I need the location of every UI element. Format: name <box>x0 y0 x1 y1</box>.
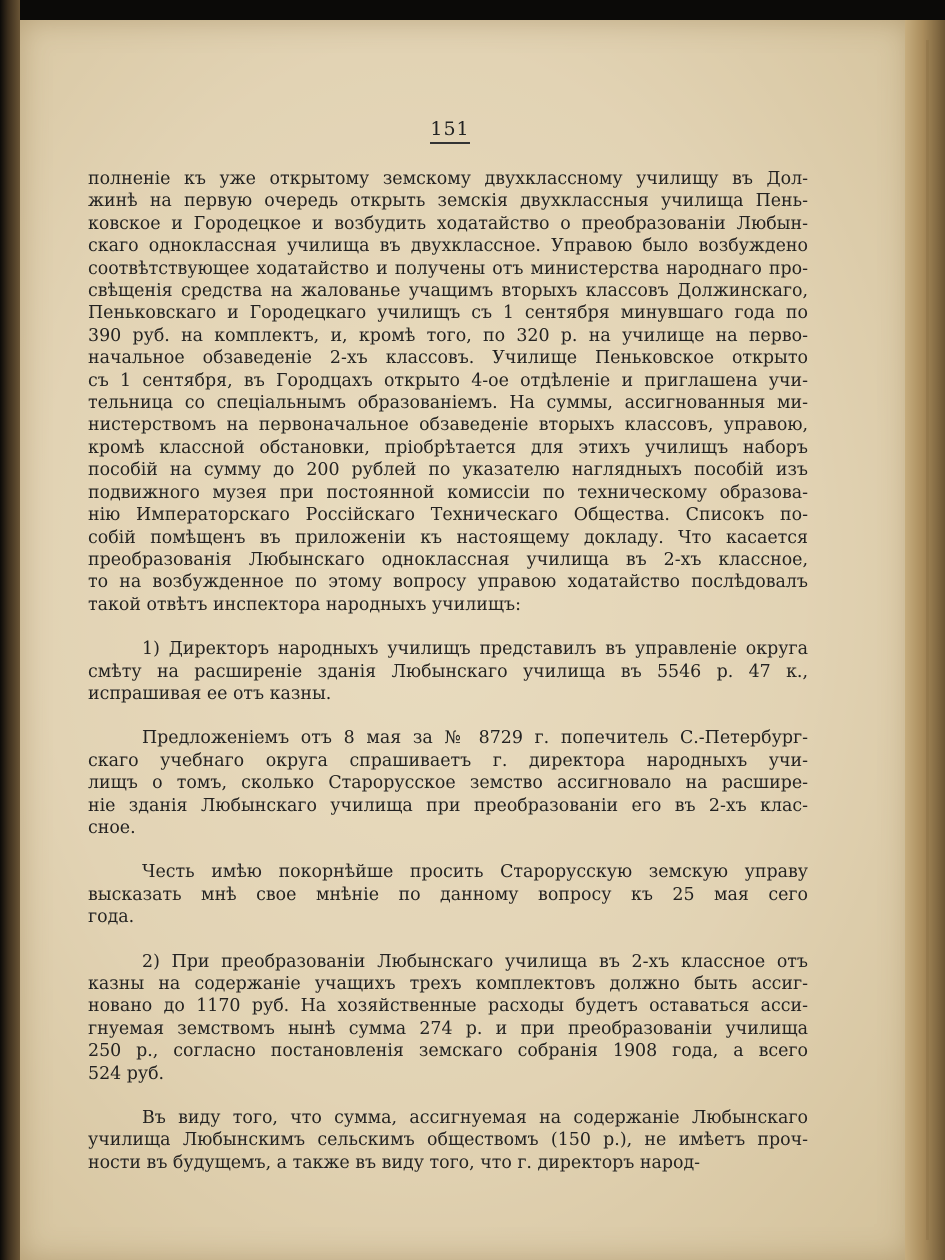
text-line: тельница со спеціальнымъ образованіемъ. На суммы, ассигнованныя ми- <box>88 393 808 414</box>
text-line: подвижного музея при постоянной комиссіи по техническому образова- <box>88 482 808 503</box>
text-line: скаго учебнаго округа спрашиваетъ г. директора народныхъ учи- <box>88 750 808 771</box>
text-line: гнуемая земствомъ нынѣ сумма 274 р. и при преобразованіи училища <box>88 1018 808 1039</box>
text-line: сное. <box>88 817 136 838</box>
text-line: свѣщенія средства на жалованье учащимъ вторыхъ классовъ Должинскаго, <box>88 281 808 302</box>
paragraph <box>88 727 808 839</box>
text-line: ковское и Городецкое и возбудить ходатайство о преобразованіи Любын- <box>88 213 808 234</box>
text-line: скаго одноклассная училища въ двухклассное. Управою было возбуждено <box>88 236 808 257</box>
text-line: пособій на сумму до 200 рублей по указателю наглядныхъ пособій изъ <box>88 460 808 481</box>
text-line: жинѣ на первую очередь открыть земскія двухклассныя училища Пень- <box>88 191 808 212</box>
text-line: 390 руб. на комплектъ, и, кромѣ того, по 320 р. на училище на перво- <box>88 325 808 346</box>
paragraph <box>88 861 808 928</box>
text-line: Предложеніемъ отъ 8 мая за № 8729 г. попечитель С.-Петербург- <box>142 728 808 749</box>
body-text <box>88 168 808 1174</box>
text-line: испрашивая ее отъ казны. <box>88 683 332 704</box>
text-line: 2) При преобразованіи Любынскаго училища въ 2-хъ классное отъ <box>142 951 808 972</box>
paragraph <box>88 168 808 616</box>
text-line: Въ виду того, что сумма, ассигнуемая на содержаніе Любынскаго <box>142 1108 808 1129</box>
page-edge <box>905 20 945 1260</box>
text-line: кромѣ классной обстановки, пріобрѣтается для этихъ училищъ наборъ <box>88 437 808 458</box>
text-line: такой отвѣтъ инспектора народныхъ училищъ: <box>88 594 521 615</box>
text-line: ніе зданія Любынскаго училища при преобразованіи его въ 2-хъ клас- <box>88 795 808 816</box>
text-line: высказать мнѣ свое мнѣніе по данному вопросу къ 25 мая сего <box>88 884 808 905</box>
text-line: соотвѣтствующее ходатайство и получены отъ министерства народнаго про- <box>88 258 808 279</box>
text-line: Пеньковскаго и Городецкаго училищъ съ 1 сентября минувшаго года по <box>88 303 808 324</box>
book-spine <box>0 0 20 1260</box>
text-line: новано до 1170 руб. На хозяйственные расходы будетъ оставаться асси- <box>88 996 808 1017</box>
text-line: полненіе къ уже открытому земскому двухклассному училищу въ Дол- <box>88 169 808 189</box>
text-line: 1) Директоръ народныхъ училищъ представилъ въ управленіе округа <box>142 639 808 660</box>
text-line: года. <box>88 907 135 928</box>
paragraph <box>88 951 808 1085</box>
text-line: начальное обзаведеніе 2-хъ классовъ. Училище Пеньковское открыто <box>88 348 808 369</box>
text-line: Честь имѣю покорнѣйше просить Старорусскую земскую управу <box>142 862 808 883</box>
text-line: 250 р., согласно постановленія земскаго собранія 1908 года, а всего <box>88 1041 808 1062</box>
text-line: съ 1 сентября, въ Городцахъ открыто 4-ое отдѣленіе и приглашена учи- <box>88 370 808 391</box>
page-edge-line <box>926 40 929 1240</box>
text-line: училища Любынскимъ сельскимъ обществомъ (150 р.), не имѣетъ проч- <box>88 1130 808 1151</box>
text-line: казны на содержаніе учащихъ трехъ комплектовъ должно быть ассиг- <box>88 974 808 994</box>
text-line: преобразованія Любынскаго одноклассная училища въ 2-хъ классное, <box>88 549 808 570</box>
text-line: лищъ о томъ, сколько Старорусское земство ассигновало на расшире- <box>88 773 808 794</box>
text-line: 524 руб. <box>88 1063 165 1084</box>
text-line: нистерствомъ на первоначальное обзаведеніе вторыхъ классовъ, управою, <box>88 415 808 436</box>
paragraph <box>88 1107 808 1174</box>
text-line: собій помѣщенъ въ приложеніи къ настоящему докладу. Что касается <box>88 527 808 548</box>
text-line: смѣту на расширеніе зданія Любынскаго училища въ 5546 р. 47 к., <box>88 661 808 682</box>
text-line: нію Императорскаго Россійскаго Техническаго Общества. Списокъ по- <box>88 505 808 526</box>
text-line: то на возбужденное по этому вопросу управою ходатайство послѣдовалъ <box>88 572 808 593</box>
paragraph <box>88 638 808 705</box>
page-number: 151 <box>430 118 470 144</box>
text-line: ности въ будущемъ, а также въ виду того, что г. директоръ народ- <box>88 1152 701 1173</box>
